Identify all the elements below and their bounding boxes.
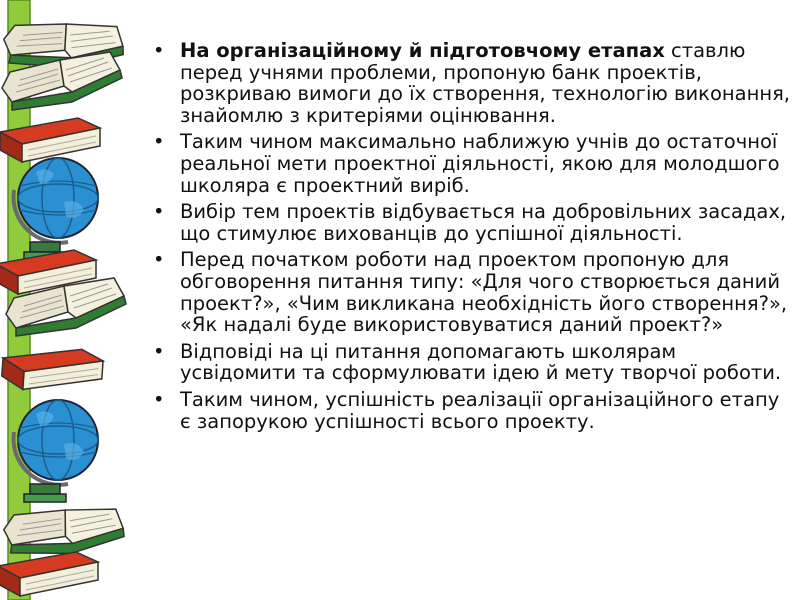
bullet-marker: • xyxy=(153,130,165,154)
bullet-marker: • xyxy=(153,200,165,224)
bullet-text: Таким чином максимально наближую учнів до остаточної реальної мети проектної діяльності, якою для молодшого школяра є проектний виріб. xyxy=(180,130,780,197)
bullet-item xyxy=(153,249,793,335)
bullet-marker: • xyxy=(153,387,165,411)
bullet-item xyxy=(153,131,793,196)
bullet-text: Вибір тем проектів відбувається на добровільних засадах, що стимулює вихованців до успішної діяльності. xyxy=(180,200,787,245)
bullet-text: ставлю перед учнями проблеми, пропоную банк проектів, розкриваю вимоги до їх створення, технологію виконання, знайомлю з критеріями оцінювання. xyxy=(180,39,791,127)
bullet-item xyxy=(153,201,793,244)
bullet-marker: • xyxy=(153,339,165,363)
bullet-marker: • xyxy=(153,248,165,272)
bullet-text: Таким чином, успішність реалізації організаційного етапу є запорукою успішності всього проекту. xyxy=(180,387,780,433)
bullet-marker: • xyxy=(153,39,165,62)
bullet-item xyxy=(153,341,793,384)
bullet-item xyxy=(153,389,793,432)
bullet-list xyxy=(153,40,793,437)
bullet-bold-text: На організаційному й підготовчому етапах xyxy=(180,39,665,62)
decorative-border xyxy=(0,0,145,600)
bullet-item xyxy=(153,40,793,126)
bullet-text: Відповіді на ці питання допомагають школярам усвідомити та сформулювати ідею й мету творчої роботи. xyxy=(180,339,782,385)
bullet-text: Перед початком роботи над проектом пропоную для обговорення питання типу: «Для чого створюється даний проект?», «Чим викликана необхідність його створення?», «Як надалі буде використовуватися даний проект?» xyxy=(180,248,788,337)
